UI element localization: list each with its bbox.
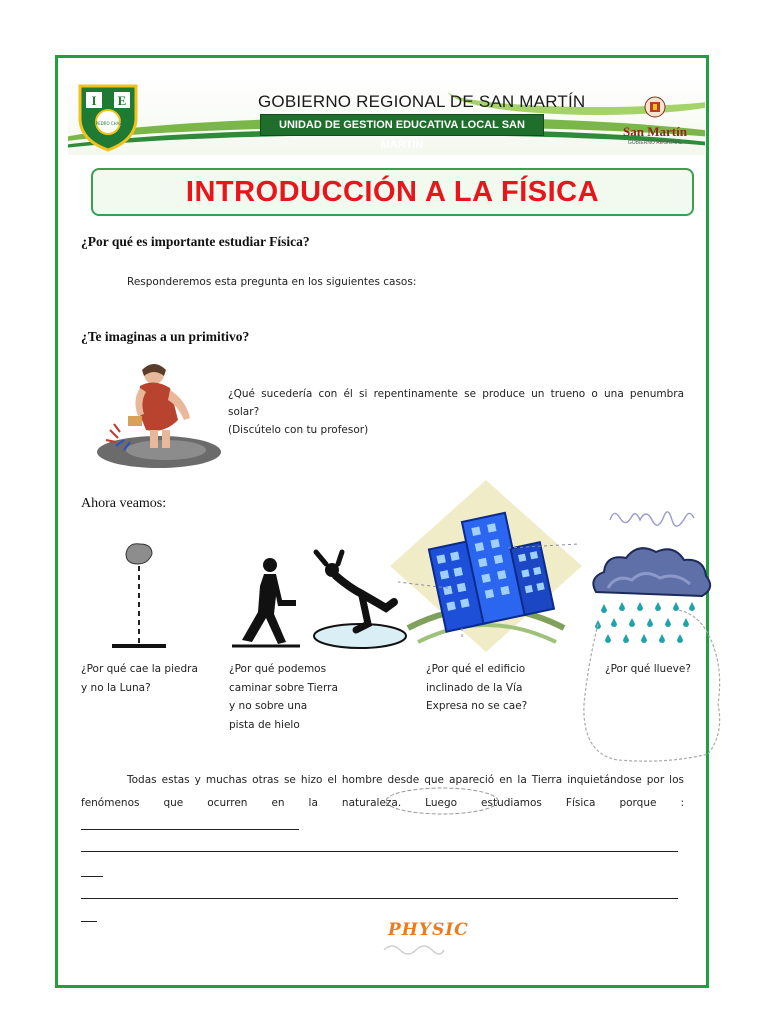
title-box [91,168,694,216]
question-why-physics: ¿Por qué es importante estudiar Física? [81,234,310,249]
page-title: INTRODUCCIÓN A LA FÍSICA [185,176,600,208]
san-martin-logo [620,96,690,146]
intro-text: Responderemos esta pregunta en los siguientes casos: [127,276,417,288]
pencil-circle-scribble [382,784,502,818]
primitive-question-line1: ¿Qué sucedería con él si repentinamente se produce un trueno o una penumbra [228,388,684,400]
falling-stone-illustration [108,540,170,652]
ahora-veamos: Ahora veamos: [81,496,167,511]
paragraph-line1: Todas estas y muchas otras se hizo el hombre desde que apareció en la Tierra inquietándose por los [127,774,684,786]
walking-person-illustration [230,556,302,650]
caption-building-line: ¿Por qué el edificio [426,663,526,675]
answer-line [81,851,678,852]
caption-rain-line: ¿Por qué llueve? [605,663,691,675]
caption-rain [605,660,691,679]
school-shield-logo [76,82,140,152]
handwritten-scribble [606,502,698,532]
shield-letter-e: E [117,93,127,108]
caption-stone-line: ¿Por qué cae la piedra [81,663,198,675]
paragraph-line2: fenómenos que ocurren en la naturaleza. Luego estudiamos Física porque : [81,797,684,809]
ugel-bar: UNIDAD DE GESTION EDUCATIVA LOCAL SAN MARTIN [260,114,544,136]
caption-walk-line: pista de hielo [229,718,300,731]
caption-building-line: inclinado de la Vía [426,681,523,694]
government-title: GOBIERNO REGIONAL DE SAN MARTÍN [258,92,586,111]
caption-stone-line: y no la Luna? [81,681,151,694]
answer-line [81,898,678,899]
caption-walk-line: y no sobre una [229,700,308,712]
answer-line [81,921,97,922]
caption-walk [229,660,338,734]
coat-of-arms-icon [644,96,666,118]
caption-building-line: Expresa no se cae? [426,700,528,712]
shield-letter-i: I [91,93,97,108]
answer-line [81,876,103,877]
footer-logo-decoration [382,940,446,958]
caveman-illustration [94,360,224,472]
caption-walk-line: ¿Por qué podemos [229,663,327,675]
san-martin-sub: GOBIERNO REGIONAL [627,140,683,146]
caption-building [426,660,527,716]
shield-motto: SAN PEDRO CHAZUTA [86,121,130,126]
leaning-building-illustration [388,478,584,654]
caption-stone [81,660,198,697]
physics-footer-logo: PHYSIC [388,920,469,940]
answer-line [81,829,299,830]
primitive-question-line3: (Discútelo con tu profesor) [228,424,369,436]
caption-walk-line: caminar sobre Tierra [229,681,338,694]
question-primitive: ¿Te imaginas a un primitivo? [81,329,250,344]
primitive-question-line2: solar? [228,406,260,418]
pencil-outline-scribble [578,604,728,766]
san-martin-name: San Martín [623,124,687,139]
